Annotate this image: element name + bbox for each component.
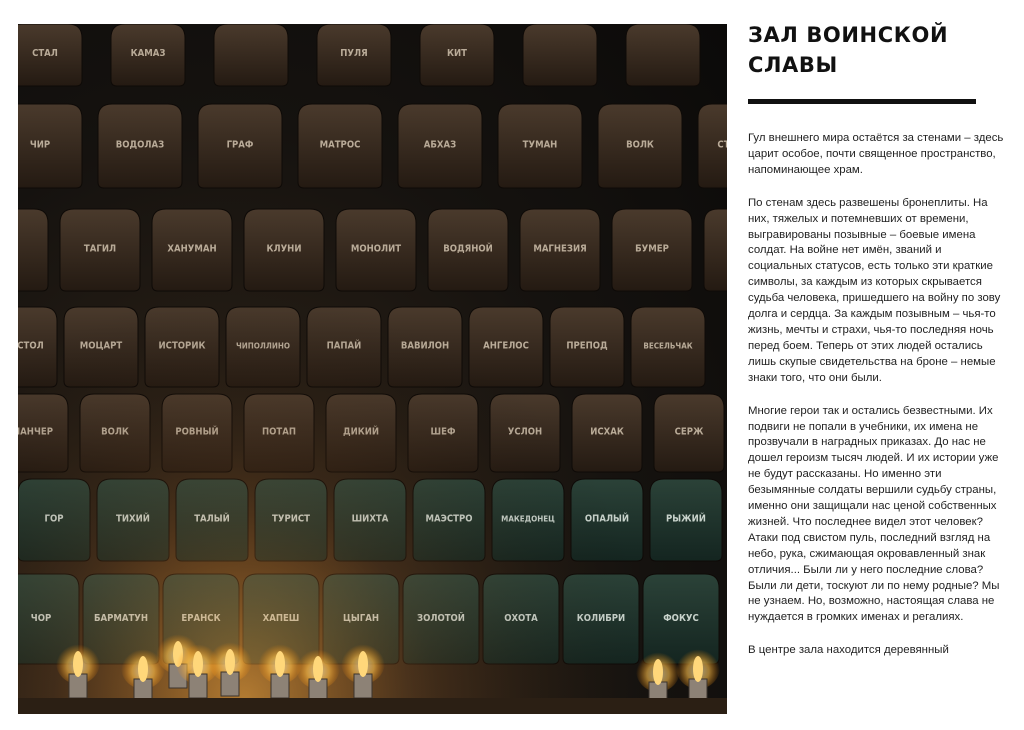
page-title: ЗАЛ ВОИНСКОЙ СЛАВЫ <box>748 23 949 77</box>
title-underline <box>748 99 976 104</box>
paragraph-3: Многие герои так и остались безвестными. Их подвиги не попали в учебники, их имена не прозвучали в наградных приказах. До нас не дошел героизм тысяч людей. И их истории уже не будут рассказаны. Но именно эти безымянные солдаты вершили судьбу страны, именно они защищали нас ценой собственных жизней. Что последнее видел этот человек? Атаки под свистом пуль, последний взгляд на небо, рука, сжимающая окровавленный знак отличия... Были ли у него последние слова? Были ли дети, тоскуют ли по нему родные? Мы не узнаем. Но, возможно, настоящая слава не нуждается в громких именах и регалиях. <box>748 404 1000 624</box>
paragraph-2: По стенам здесь развешены бронеплиты. На них, тяжелых и потемневших от времени, выгравированы позывные – боевые имена солдат. На войне нет имён, званий и социальных статусов, есть только эти краткие символы, за каждым из которых скрывается судьба человека, пришедшего на войну по зову долга и сердца. За каждым позывным – чья-то жизнь, мечты и страхи, чья-то последняя ночь перед боем. Теперь от этих людей остались лишь скупые свидетельства на броне – немые знаки того, что они были. <box>748 196 1001 384</box>
paragraph-1: Гул внешнего мира остаётся за стенами – здесь царит особое, почти священное пространство, напоминающее храм. <box>748 132 1004 176</box>
paragraph-4: В центре зала находится деревянный <box>748 644 949 657</box>
memorial-hall-photo <box>18 24 727 714</box>
article-body <box>748 131 1004 716</box>
armor-plates-wall <box>18 24 727 714</box>
